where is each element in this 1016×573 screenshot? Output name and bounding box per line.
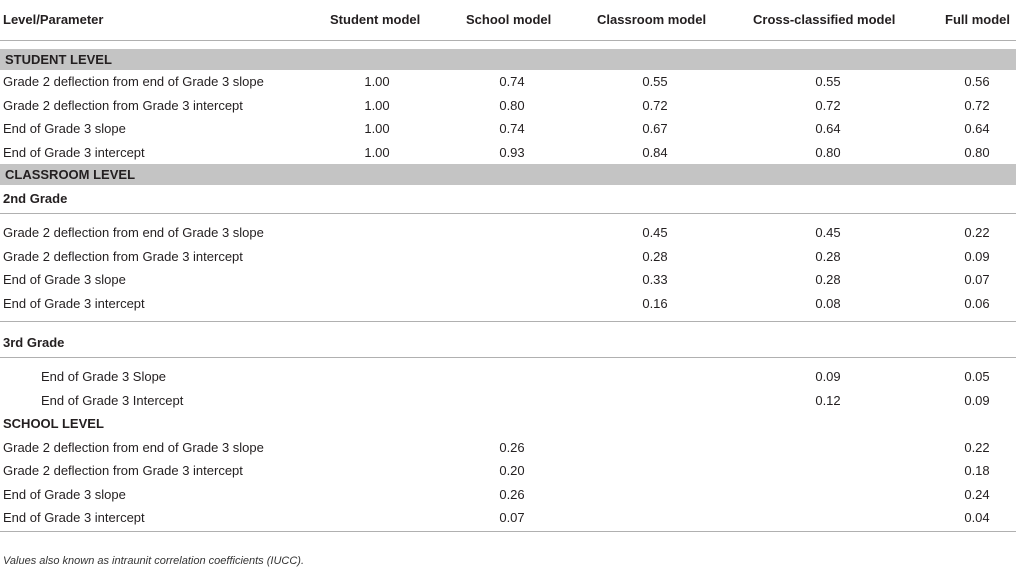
row-label: Grade 2 deflection from end of Grade 3 slope bbox=[3, 225, 264, 240]
value-full: 0.64 bbox=[964, 121, 990, 136]
table-row bbox=[0, 70, 1016, 94]
table-row bbox=[0, 389, 1016, 413]
value-full: 0.56 bbox=[964, 74, 990, 89]
value-classroom: 0.16 bbox=[642, 295, 668, 311]
row-label: Grade 2 deflection from Grade 3 intercept bbox=[3, 248, 243, 264]
value-full: 0.22 bbox=[964, 439, 990, 455]
row-label: Grade 2 deflection from end of Grade 3 slope bbox=[3, 439, 264, 455]
value-classroom: 0.72 bbox=[642, 97, 668, 113]
value-full: 0.80 bbox=[964, 144, 990, 160]
value-student: 1.00 bbox=[364, 97, 390, 113]
divider bbox=[0, 315, 1016, 322]
header-school-model: School model bbox=[466, 12, 552, 27]
table-row bbox=[0, 94, 1016, 118]
header-cross-classified-model: Cross-classified model bbox=[753, 12, 896, 27]
table-row bbox=[0, 245, 1016, 269]
table-row bbox=[0, 141, 1016, 165]
value-full: 0.72 bbox=[964, 97, 990, 113]
table-row bbox=[0, 459, 1016, 483]
value-full: 0.06 bbox=[964, 295, 990, 311]
section-student-level bbox=[0, 49, 1016, 70]
row-label: Grade 2 deflection from end of Grade 3 slope bbox=[3, 74, 264, 89]
value-full: 0.09 bbox=[964, 248, 990, 264]
value-cross: 0.72 bbox=[815, 97, 841, 113]
header-student-model: Student model bbox=[330, 12, 421, 27]
table-row bbox=[0, 221, 1016, 245]
value-school: 0.26 bbox=[499, 439, 525, 455]
row-label: End of Grade 3 slope bbox=[3, 486, 126, 502]
row-label: End of Grade 3 intercept bbox=[3, 295, 145, 311]
subsection-2nd-grade bbox=[0, 185, 1016, 214]
row-label: End of Grade 3 intercept bbox=[3, 144, 145, 160]
section-title: CLASSROOM LEVEL bbox=[5, 167, 136, 182]
value-full: 0.24 bbox=[964, 486, 990, 502]
table-row bbox=[0, 483, 1016, 507]
value-classroom: 0.45 bbox=[642, 225, 668, 240]
value-cross: 0.55 bbox=[815, 74, 841, 89]
row-label: End of Grade 3 Slope bbox=[41, 369, 167, 384]
value-full: 0.09 bbox=[964, 392, 990, 408]
value-classroom: 0.33 bbox=[642, 272, 668, 287]
value-student: 1.00 bbox=[364, 144, 390, 160]
value-school: 0.74 bbox=[499, 74, 525, 89]
value-cross: 0.28 bbox=[815, 272, 841, 287]
table-row bbox=[0, 292, 1016, 316]
section-title: SCHOOL LEVEL bbox=[3, 416, 104, 431]
value-school: 0.93 bbox=[499, 144, 525, 160]
value-student: 1.00 bbox=[364, 74, 390, 89]
row-label: End of Grade 3 slope bbox=[3, 121, 126, 136]
subsection-title: 3rd Grade bbox=[3, 335, 65, 350]
value-full: 0.04 bbox=[964, 510, 990, 525]
row-label: End of Grade 3 intercept bbox=[3, 510, 145, 525]
value-full: 0.05 bbox=[964, 369, 990, 384]
row-label: End of Grade 3 Intercept bbox=[41, 392, 184, 408]
table-row bbox=[0, 506, 1016, 532]
table-footnote: Values also known as intraunit correlation coefficients (IUCC). bbox=[3, 555, 305, 567]
section-classroom-level bbox=[0, 164, 1016, 185]
value-school: 0.20 bbox=[499, 463, 525, 478]
value-cross: 0.45 bbox=[815, 225, 841, 240]
value-school: 0.80 bbox=[499, 97, 525, 113]
table-header bbox=[0, 0, 1016, 41]
subsection-title: 2nd Grade bbox=[3, 191, 68, 206]
header-classroom-model: Classroom model bbox=[597, 12, 707, 27]
row-label: Grade 2 deflection from Grade 3 intercept bbox=[3, 463, 243, 478]
value-cross: 0.08 bbox=[815, 295, 841, 311]
value-full: 0.18 bbox=[964, 463, 990, 478]
value-classroom: 0.28 bbox=[642, 248, 668, 264]
subsection-3rd-grade bbox=[0, 329, 1016, 358]
value-school: 0.26 bbox=[499, 486, 525, 502]
row-label: Grade 2 deflection from Grade 3 intercept bbox=[3, 97, 243, 113]
value-school: 0.74 bbox=[499, 121, 525, 136]
value-cross: 0.12 bbox=[815, 392, 841, 408]
value-full: 0.22 bbox=[964, 225, 990, 240]
value-student: 1.00 bbox=[364, 121, 390, 136]
header-level-parameter: Level/Parameter bbox=[3, 12, 104, 27]
section-title: STUDENT LEVEL bbox=[5, 52, 112, 67]
header-full-model: Full model bbox=[945, 12, 1010, 27]
value-full: 0.07 bbox=[964, 272, 990, 287]
table-row bbox=[0, 117, 1016, 141]
value-cross: 0.09 bbox=[815, 369, 841, 384]
value-classroom: 0.84 bbox=[642, 144, 668, 160]
table-row bbox=[0, 436, 1016, 460]
value-classroom: 0.67 bbox=[642, 121, 668, 136]
value-cross: 0.28 bbox=[815, 248, 841, 264]
table-row bbox=[0, 268, 1016, 292]
value-school: 0.07 bbox=[499, 510, 525, 525]
table-row bbox=[0, 365, 1016, 389]
value-classroom: 0.55 bbox=[642, 74, 668, 89]
value-cross: 0.64 bbox=[815, 121, 841, 136]
section-school-level bbox=[0, 412, 1016, 436]
value-cross: 0.80 bbox=[815, 144, 841, 160]
row-label: End of Grade 3 slope bbox=[3, 272, 126, 287]
